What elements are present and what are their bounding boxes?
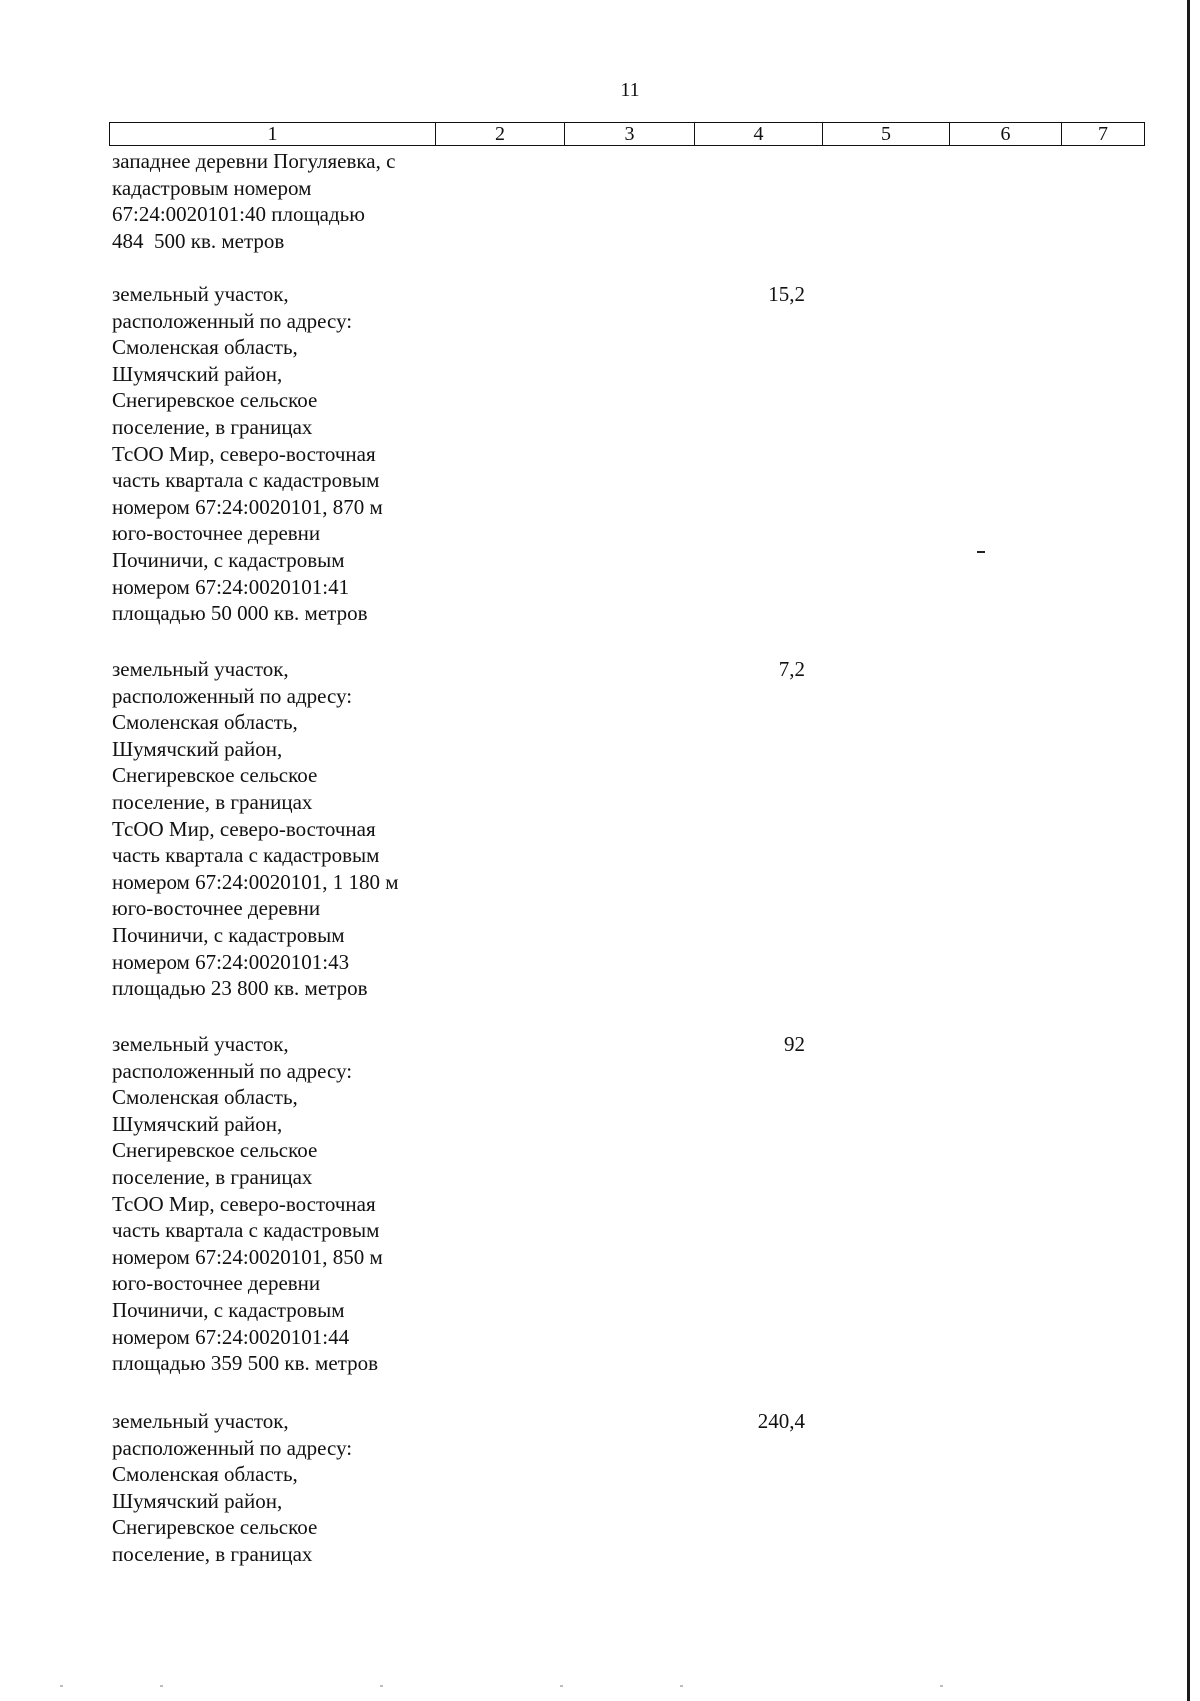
land-plot-entry-continued xyxy=(112,148,442,254)
entry-value: 15,2 xyxy=(768,282,805,306)
scan-speck xyxy=(60,1685,63,1687)
land-plot-entry xyxy=(112,656,805,1002)
header-cell-2: 2 xyxy=(436,123,565,146)
land-plot-entry xyxy=(112,1408,805,1568)
scan-noise xyxy=(40,1685,1140,1689)
column-number-header xyxy=(109,122,1145,146)
entry-description: западнее деревни Погуляевка, с кадастровым номером 67:24:0020101:40 площадью 484 500 кв. метров xyxy=(112,149,396,253)
scan-speck xyxy=(160,1685,163,1687)
entry-value: 240,4 xyxy=(757,1409,805,1433)
land-plot-entry xyxy=(112,281,805,627)
land-plot-entry xyxy=(112,1031,805,1377)
entry-description: земельный участок, расположенный по адресу: Смоленская область, Шумячский район, Снегиревское сельское поселение, в границах ТсОО Мир, северо-восточная часть квартала с кадастровым номером 67:24:0020101, 850 м юго-восточнее деревни Починичи, с кадастровым номером 67:24:0020101:44 площадью 359 500 кв. метров xyxy=(112,1032,383,1376)
scan-speck xyxy=(560,1685,563,1687)
stray-scan-mark xyxy=(977,551,985,553)
header-cell-3: 3 xyxy=(565,123,695,146)
header-cell-5: 5 xyxy=(823,123,950,146)
entry-description: земельный участок, расположенный по адресу: Смоленская область, Шумячский район, Снегиревское сельское поселение, в границах ТсОО Мир, северо-восточная часть квартала с кадастровым номером 67:24:0020101, 1 180 м юго-восточнее деревни Починичи, с кадастровым номером 67:24:0020101:43 площадью 23 800 кв. метров xyxy=(112,657,399,1001)
entry-value: 7,2 xyxy=(778,657,805,681)
scan-speck xyxy=(680,1685,683,1687)
entry-description: земельный участок, расположенный по адресу: Смоленская область, Шумячский район, Снегиревское сельское поселение, в границах xyxy=(112,1409,353,1566)
scan-speck xyxy=(380,1685,383,1687)
entry-description: земельный участок, расположенный по адресу: Смоленская область, Шумячский район, Снегиревское сельское поселение, в границах ТсОО Мир, северо-восточная часть квартала с кадастровым номером 67:24:0020101, 870 м юго-восточнее деревни Починичи, с кадастровым номером 67:24:0020101:41 площадью 50 000 кв. метров xyxy=(112,282,383,626)
scan-speck xyxy=(940,1685,943,1687)
header-cell-7: 7 xyxy=(1062,123,1145,146)
entry-value: 92 xyxy=(784,1032,805,1056)
scan-page-edge xyxy=(1187,0,1190,1701)
page-number: 11 xyxy=(620,79,640,101)
header-cell-6: 6 xyxy=(950,123,1062,146)
header-cell-4: 4 xyxy=(695,123,823,146)
header-row xyxy=(110,123,1145,146)
header-cell-1: 1 xyxy=(110,123,436,146)
